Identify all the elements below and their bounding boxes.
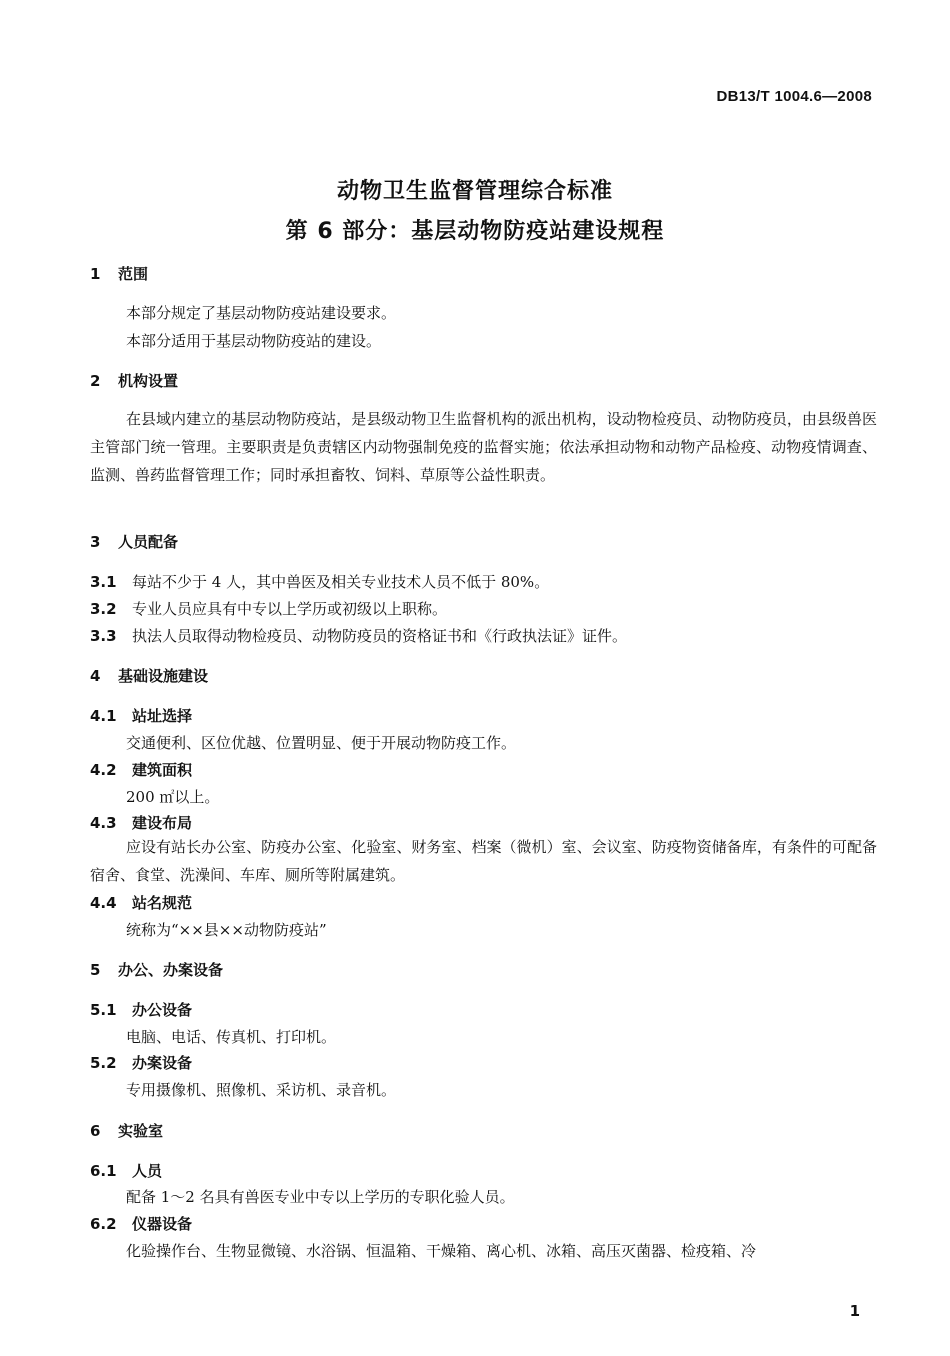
subsection-number: 4.1 [90,707,117,725]
subsection-title: 站址选择 [132,707,193,725]
item-number: 3.1 [90,573,117,591]
subsection-title: 人员 [132,1162,163,1180]
section-2-heading [90,370,178,391]
section-5-heading [90,959,223,980]
subsection-6-1-heading [90,1160,162,1181]
page-number: 1 [849,1302,860,1320]
section-4-heading [90,665,208,686]
subsection-4-1-heading [90,705,192,726]
section-title: 办公、办案设备 [118,961,224,979]
item-number: 3.2 [90,600,117,618]
subsection-title: 办案设备 [132,1054,193,1072]
subsection-number: 4.3 [90,814,117,832]
section-number: 5 [90,961,101,979]
item-text: 每站不少于 4 人，其中兽医及相关专业技术人员不低于 80%。 [132,573,550,591]
subsection-4-4-text: 统称为“××县××动物防疫站” [126,921,327,939]
subsection-4-4-heading [90,892,192,913]
subsection-number: 6.2 [90,1215,117,1233]
section-1-paragraph-2: 本部分适用于基层动物防疫站的建设。 [126,332,382,350]
section-title: 实验室 [118,1122,164,1140]
subsection-title: 建设布局 [132,814,193,832]
subsection-title: 站名规范 [132,894,193,912]
subsection-6-2-text: 化验操作台、生物显微镜、水浴锅、恒温箱、干燥箱、离心机、冰箱、高压灭菌器、检疫箱、冷 [126,1242,757,1260]
subsection-5-1-text: 电脑、电话、传真机、打印机。 [126,1028,337,1046]
subsection-number: 6.1 [90,1162,117,1180]
item-number: 3.3 [90,627,117,645]
subsection-4-2-heading [90,759,192,780]
subsection-5-1-heading [90,999,192,1020]
subsection-5-2-text: 专用摄像机、照像机、采访机、录音机。 [126,1081,397,1099]
subsection-5-2-heading [90,1052,192,1073]
section-2-paragraph: 在县域内建立的基层动物防疫站，是县级动物卫生监督机构的派出机构，设动物检疫员、动物防疫员，由县级兽医主管部门统一管理。主要职责是负责辖区内动物强制免疫的监督实施；依法承担动物和动物产品检疫、动物疫情调查、监测、兽药监督管理工作；同时承担畜牧、饲料、草原等公益性职责。 [90,410,877,484]
subsection-4-1-text: 交通便利、区位优越、位置明显、便于开展动物防疫工作。 [126,734,517,752]
subsection-4-2-text: 200 ㎡以上。 [126,788,220,806]
section-1-heading [90,263,148,284]
list-item-3-3 [90,625,627,646]
section-number: 6 [90,1122,101,1140]
document-subtitle: 第 6 部分：基层动物防疫站建设规程 [285,219,665,244]
subsection-6-1-text: 配备 1～2 名具有兽医专业中专以上学历的专职化验人员。 [126,1188,515,1206]
subsection-4-3-heading [90,812,192,833]
subsection-number: 5.1 [90,1001,117,1019]
section-number: 3 [90,533,101,551]
section-title: 人员配备 [118,533,179,551]
subsection-title: 建筑面积 [132,761,193,779]
subsection-number: 5.2 [90,1054,117,1072]
subsection-title: 办公设备 [132,1001,193,1019]
document-title: 动物卫生监督管理综合标准 [336,179,613,204]
item-text: 执法人员取得动物检疫员、动物防疫员的资格证书和《行政执法证》证件。 [132,627,628,645]
subsection-number: 4.4 [90,894,117,912]
list-item-3-1 [90,571,549,592]
section-number: 4 [90,667,101,685]
document-code: DB13/T 1004.6—2008 [716,88,872,105]
section-title: 范围 [118,265,149,283]
subsection-title: 仪器设备 [132,1215,193,1233]
list-item-3-2 [90,598,447,619]
section-1-paragraph-1: 本部分规定了基层动物防疫站建设要求。 [126,304,397,322]
section-6-heading [90,1120,163,1141]
section-number: 2 [90,372,101,390]
section-3-heading [90,531,178,552]
section-title: 基础设施建设 [118,667,209,685]
item-text: 专业人员应具有中专以上学历或初级以上职称。 [132,600,448,618]
subsection-4-3-text: 应设有站长办公室、防疫办公室、化验室、财务室、档案（微机）室、会议室、防疫物资储备库，有条件的可配备宿舍、食堂、洗澡间、车库、厕所等附属建筑。 [90,838,877,884]
section-number: 1 [90,265,101,283]
subsection-6-2-heading [90,1213,192,1234]
subsection-number: 4.2 [90,761,117,779]
section-title: 机构设置 [118,372,179,390]
